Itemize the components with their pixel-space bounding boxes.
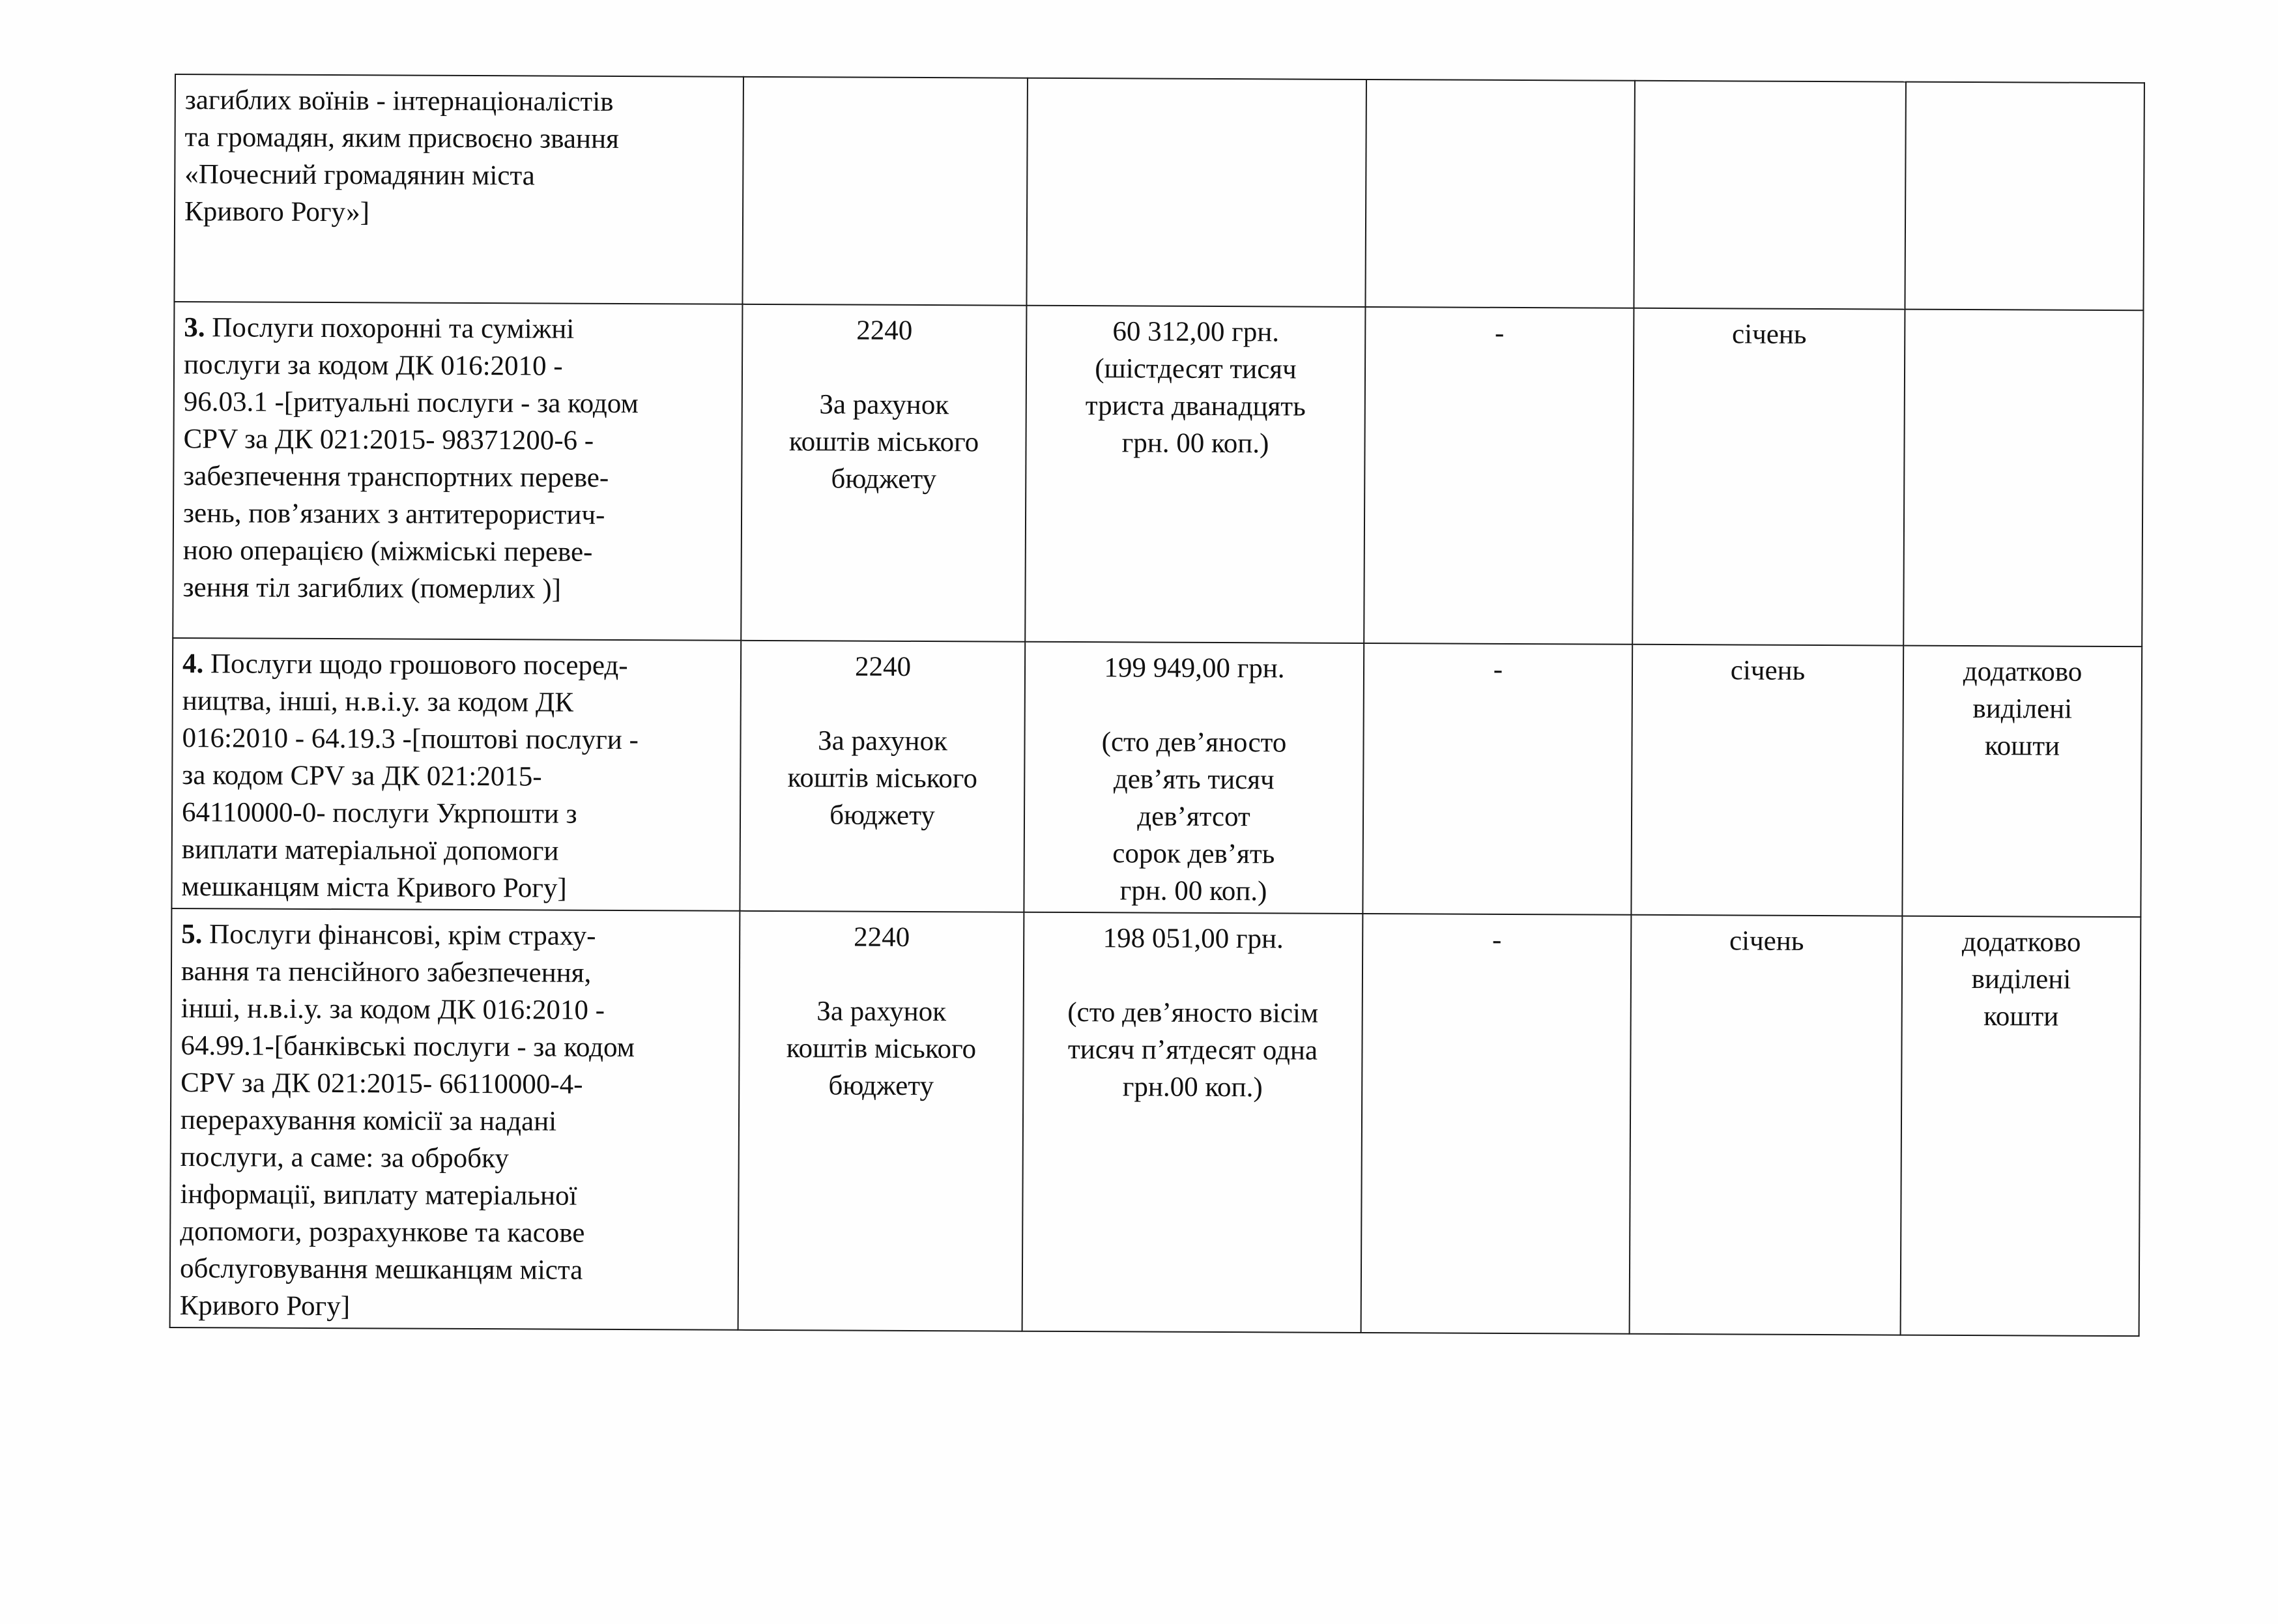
funding-source-line: бюджету [828,1070,934,1102]
item-number: 5. [181,919,203,950]
description-line: перерахування комісії за надані [180,1105,557,1137]
procedure-value: - [1493,654,1503,685]
description-line: CPV за ДК 021:2015- 98371200-6 - [183,424,594,456]
description-line: 016:2010 - 64.19.3 -[поштові послуги - [182,723,639,756]
amount-line: (сто дев’яносто вісім [1067,996,1319,1029]
notes-line: виділені [1971,964,2071,995]
start-month-cell [1632,308,1905,646]
start-month-value: січень [1729,925,1804,957]
notes-line: виділені [1972,693,2073,725]
amount-line: 198 051,00 грн. [1103,923,1284,955]
amount-line: 199 949,00 грн. [1104,652,1285,684]
table-row [170,908,2141,1336]
description-text: Послуги щодо грошового посеред- [203,648,628,682]
description-line: CPV за ДК 021:2015- 66110000-4- [180,1067,583,1100]
funding-source-line: коштів міського [787,762,978,794]
amount-cell [1026,78,1366,307]
amount-line: 60 312,00 грн. [1112,316,1280,348]
amount-line: (сто дев’яносто [1101,727,1287,759]
description-line: вання та пенсійного забезпечення, [180,956,592,989]
procedure-cell [1364,307,1634,645]
funding-source-line: За рахунок [816,996,947,1028]
start-month-value: січень [1730,655,1806,686]
table-row [171,638,2142,917]
spacer [751,685,1015,723]
notes-cell [1901,916,2141,1337]
amount-line: грн. 00 коп.) [1119,875,1267,907]
item-description-cell [171,638,741,911]
description-line: загиблих воїнів - інтернаціоналістів [184,85,614,117]
funding-source-line: За рахунок [819,389,949,421]
description-line: та громадян, яким присвоєно звання [184,122,619,154]
description-line: ництва, інші, н.в.і.у. за кодом ДК [182,686,574,718]
procedure-cell [1365,80,1635,308]
procedure-value: - [1495,317,1505,349]
notes-cell [1905,82,2144,311]
table-row [173,302,2143,646]
description-line: Кривого Рогу»] [184,196,370,228]
funding-source-line: За рахунок [818,725,948,757]
description-line: забезпечення транспортних переве- [183,461,609,493]
item-description-cell [173,302,742,641]
start-month-value: січень [1731,319,1807,350]
description-line: за кодом CPV за ДК 021:2015- [182,760,542,792]
table-body [170,74,2144,1336]
description-text: Послуги похоронні та суміжні [205,312,575,345]
description-line: 64.99.1-[банківські послуги - за кодом [180,1030,635,1064]
amount-line: (шістдесят тисяч [1095,353,1297,385]
description-line: інші, н.в.і.у. за кодом ДК 016:2010 - [180,993,605,1026]
kekv-code: 2240 [854,651,912,682]
notes-line: додатково [1961,926,2081,958]
kekv-funding-cell [741,304,1026,642]
amount-line: грн. 00 коп.) [1121,428,1269,459]
amount-line [1033,957,1353,995]
procurement-plan-table [169,74,2145,1337]
notes-line: кошти [1984,731,2060,762]
description-line: послуги, а саме: за обробку [180,1142,510,1174]
description-line [181,916,730,955]
amount-line: дев’ятсот [1137,801,1250,833]
kekv-funding-cell [738,911,1024,1331]
description-line: зення тіл загиблих (померлих )] [182,572,562,605]
description-text: Послуги фінансові, крім страху- [202,919,596,951]
notes-cell [1903,310,2143,647]
item-number: 3. [184,312,205,343]
start-month-cell [1630,915,1903,1335]
description-line: 96.03.1 -[ритуальні послуги - за кодом [183,386,639,420]
description-line: послуги за кодом ДК 016:2010 - [183,349,563,382]
description-line: мешканцям міста Кривого Рогу] [181,871,567,904]
spacer [752,349,1016,387]
procedure-value [1376,87,1625,88]
kekv-funding-cell [740,641,1025,912]
kekv-code: 2240 [856,315,913,346]
amount-line: тисяч п’ятдесят одна [1067,1034,1318,1066]
description-line: інформації, виплату матеріальної [180,1179,577,1211]
procedure-value: - [1492,924,1502,955]
notes-cell [1902,646,2142,918]
table-row [174,74,2144,310]
funding-source-line: бюджету [831,463,937,495]
description-line: зень, пов’язаних з антитерористич- [182,498,605,530]
description-line: «Почесний громадянин міста [184,159,535,192]
amount-line: триста дванадцять [1085,390,1306,422]
notes-line: кошти [1983,1001,2059,1032]
amount-cell [1025,306,1365,643]
amount-cell [1024,642,1364,914]
description-line: Кривого Рогу] [179,1290,351,1322]
notes-line: додатково [1963,656,2083,688]
description-line: 64110000-0- послуги Укрпошти з [181,797,577,830]
funding-source-line: бюджету [829,800,935,832]
amount-cell [1022,912,1363,1333]
amount-line: сорок дев’ять [1112,838,1275,870]
amount-line: грн.00 коп.) [1122,1071,1263,1103]
start-month-value [1645,88,1896,89]
spacer [749,955,1014,994]
start-month-cell [1634,81,1906,310]
item-description-cell [174,74,743,304]
start-month-cell [1631,645,1903,916]
description-line: ною операцією (міжміські переве- [182,535,593,568]
item-number: 4. [182,648,204,680]
kekv-code: 2240 [854,921,910,953]
procedure-cell [1362,643,1632,915]
description-line: допомоги, розрахункове та касове [180,1216,585,1249]
description-line [182,645,731,685]
amount-line: дев’ять тисяч [1113,764,1275,796]
amount-line [1035,686,1354,725]
kekv-funding-cell [742,77,1028,306]
description-line: виплати матеріальної допомоги [181,834,559,867]
funding-source-line: коштів міського [788,426,979,458]
procedure-cell [1361,914,1632,1334]
description-line: обслуговування мешканцям міста [179,1253,583,1286]
description-line [184,309,732,349]
item-description-cell [170,908,740,1330]
funding-source-line: коштів міського [786,1033,977,1065]
